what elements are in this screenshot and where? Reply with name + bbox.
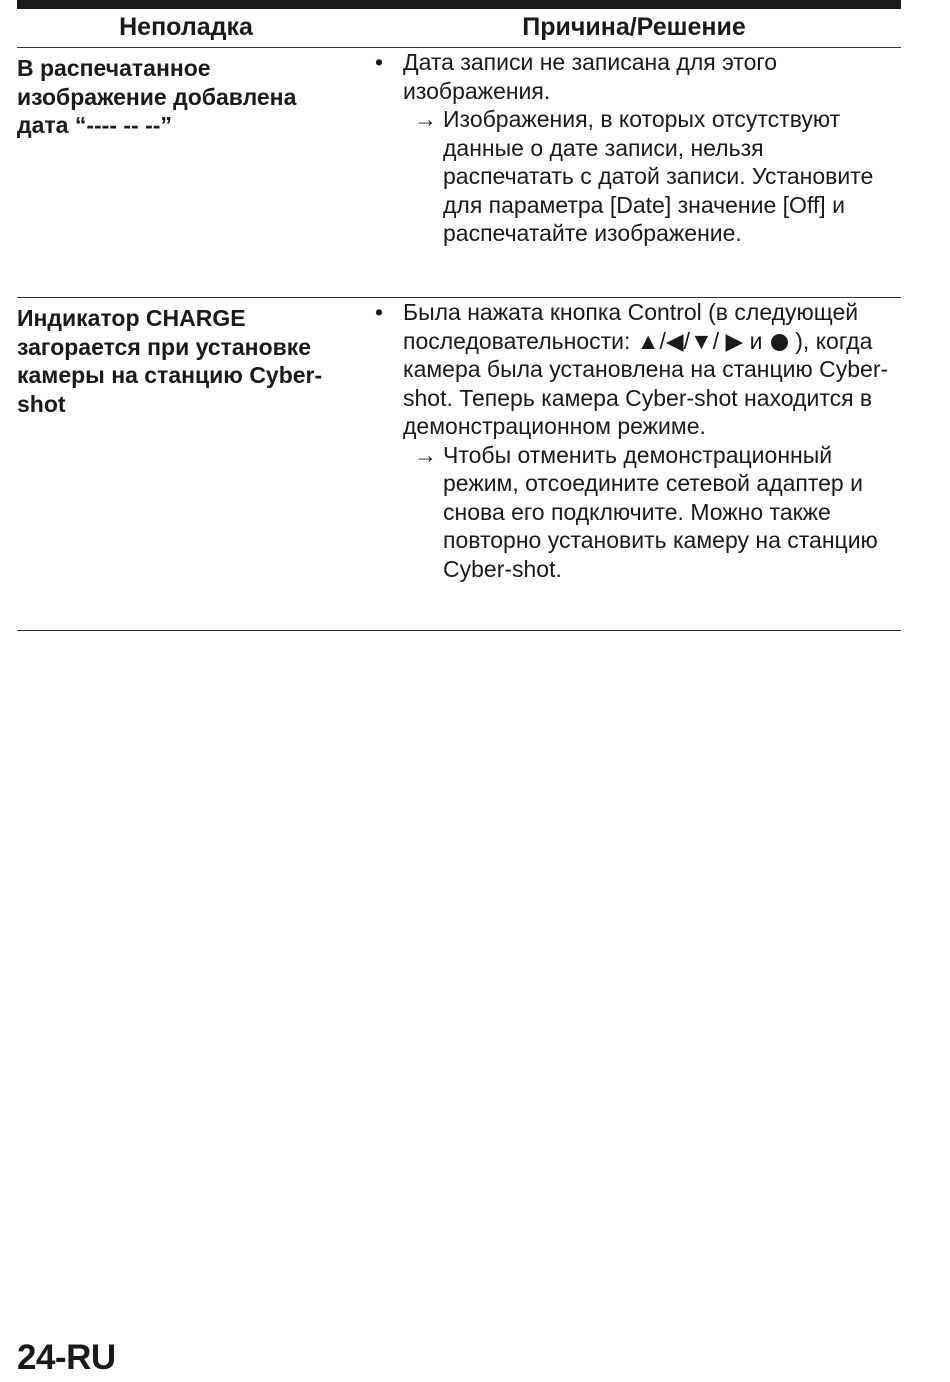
bullet-icon: •	[375, 49, 384, 75]
solution-item	[375, 441, 901, 584]
cause-text	[403, 298, 901, 441]
cause-bullet	[375, 298, 901, 441]
table-header	[17, 9, 901, 48]
problem-text: Индикатор CHARGE загорается при установке камеры на станцию Cyber-shot	[17, 305, 323, 417]
top-rule	[17, 0, 901, 9]
table-row	[17, 298, 901, 631]
cause-bullet	[375, 48, 901, 105]
circle-button-icon	[771, 334, 788, 351]
table-row	[17, 48, 901, 298]
cause-cell	[355, 48, 901, 297]
problem-text: В распечатанное изображение добавлена дата “---- -- --”	[17, 55, 297, 138]
arrow-right-icon: →	[414, 106, 437, 132]
header-cause-solution: Причина/Решение	[522, 13, 746, 41]
solution-item	[375, 105, 901, 248]
solution-text: Чтобы отменить демонстрационный режим, отсоедините сетевой адаптер и снова его подключите. Можно также повторно установить камеру на станцию Cyber-shot.	[443, 441, 878, 582]
arrow-right-icon: →	[414, 441, 437, 468]
page-number: 24-RU	[17, 1338, 116, 1377]
cause-cell	[355, 298, 901, 630]
header-problem: Неполадка	[119, 13, 253, 41]
bullet-icon: •	[375, 299, 384, 325]
cause-text-part1: Была нажата кнопка Control (в следующей последовательности: ▲/◀/▼/ ▶ и	[403, 299, 859, 354]
solution-text: Изображения, в которых отсутствуют данные о дате записи, нельзя распечатать с датой записи. Установите для параметра [Date] значение [Off] и распечатайте изображение.	[443, 106, 874, 246]
cause-text: Дата записи не записана для этого изображения.	[403, 49, 778, 104]
cause-text-part2: ), когда камера была установлена на станцию Cyber-shot. Теперь камера Cyber-shot находится в демонстрационном режиме.	[403, 327, 889, 439]
troubleshooting-page	[17, 0, 901, 631]
